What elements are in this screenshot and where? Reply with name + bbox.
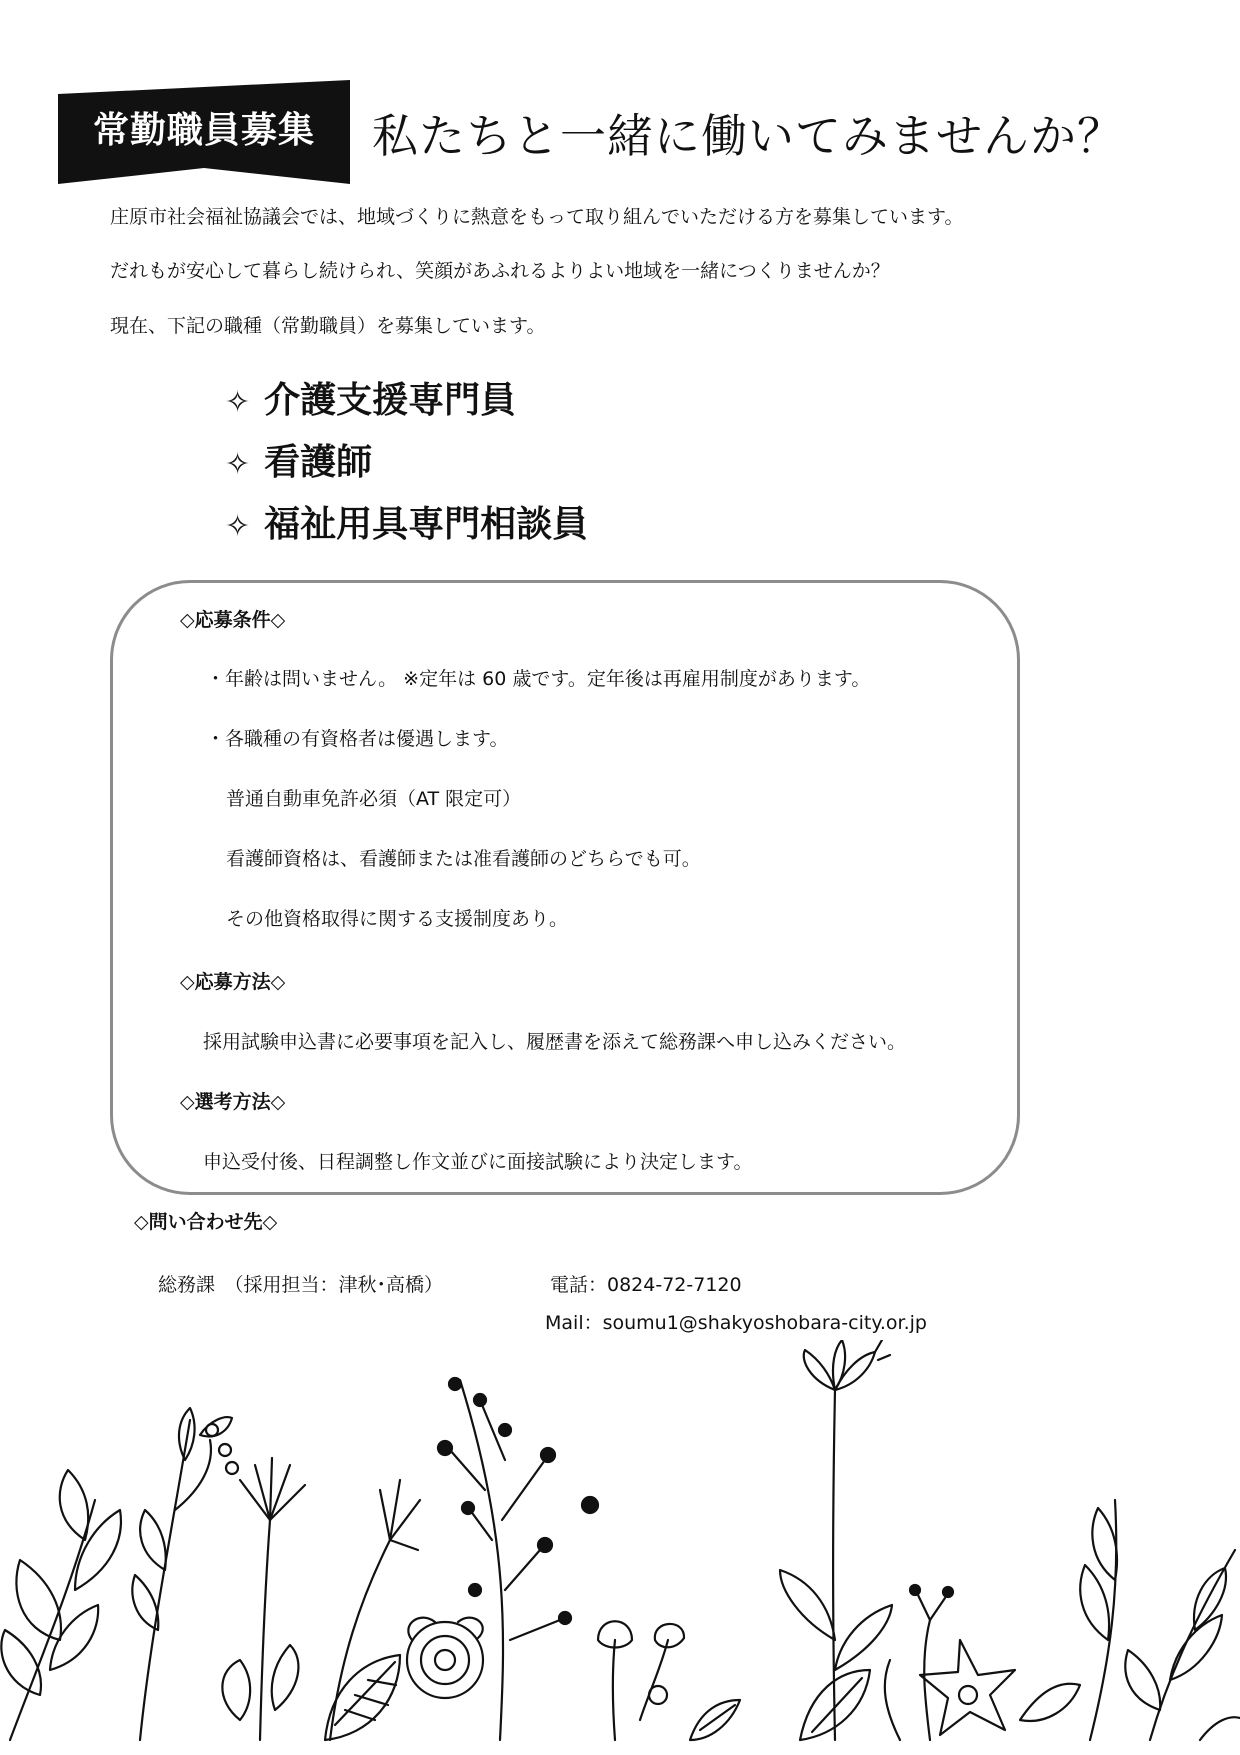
- selection-text: 申込受付後、日程調整し作文並びに面接試験により決定します。: [203, 1151, 753, 1173]
- condition-line: その他資格取得に関する支援制度あり。: [226, 908, 569, 930]
- contact-mail: Mail：soumu1@shakyoshobara-city.or.jp: [545, 1312, 927, 1334]
- recruitment-tag: [58, 80, 350, 184]
- intro-line-1: 庄原市社会福祉協議会では、地域づくりに熱意をもって取り組んでいただける方を募集しています。: [110, 206, 964, 228]
- condition-line: 看護師資格は、看護師または准看護師のどちらでも可。: [226, 848, 701, 870]
- intro-line-3: 現在、下記の職種（常勤職員）を募集しています。: [110, 315, 546, 337]
- contact-heading: ◇問い合わせ先◇: [134, 1211, 278, 1233]
- sparkle-icon: ✧: [225, 447, 251, 482]
- contact-department: 総務課 （採用担当：津秋･高橋）: [158, 1274, 444, 1296]
- job-item: [225, 372, 516, 423]
- star-flower-icon: [885, 1585, 1080, 1740]
- bell-flower-icon: [598, 1621, 740, 1740]
- sparkle-icon: ✧: [225, 509, 251, 544]
- job-label: 看護師: [264, 442, 373, 483]
- method-text: 採用試験申込書に必要事項を記入し、履歴書を添えて総務課へ申し込みください。: [203, 1031, 907, 1053]
- leafy-branch-icon: [1, 1470, 121, 1740]
- condition-line: 普通自動車免許必須（AT 限定可）: [226, 788, 522, 810]
- method-heading: ◇応募方法◇: [180, 971, 286, 993]
- lily-flower-icon: [780, 1340, 892, 1740]
- selection-heading: ◇選考方法◇: [180, 1091, 286, 1113]
- botanical-illustration: [0, 1340, 1240, 1755]
- dotted-branch-icon: [438, 1378, 598, 1740]
- contact-phone: 電話：0824-72-7120: [550, 1274, 742, 1296]
- rose-flower-icon: [325, 1618, 483, 1740]
- fern-branch-icon: [1080, 1500, 1240, 1740]
- job-label: 福祉用具専門相談員: [264, 504, 589, 545]
- page-title: 私たちと一緒に働いてみませんか？: [372, 109, 1124, 163]
- job-item: [225, 434, 372, 485]
- tag-title: 常勤職員募集: [92, 110, 315, 151]
- conditions-heading: ◇応募条件◇: [180, 609, 286, 631]
- condition-line: ・各職種の有資格者は優遇します。: [206, 728, 509, 750]
- intro-line-2: だれもが安心して暮らし続けられ、笑顔があふれるよりよい地域を一緒につくりませんか？: [110, 260, 890, 282]
- condition-line: ・年齢は問いません。 ※定年は 60 歳です。定年後は再雇用制度があります。: [206, 668, 871, 690]
- sparkle-icon: ✧: [225, 385, 251, 420]
- job-label: 介護支援専門員: [264, 380, 517, 421]
- job-item: [225, 496, 588, 547]
